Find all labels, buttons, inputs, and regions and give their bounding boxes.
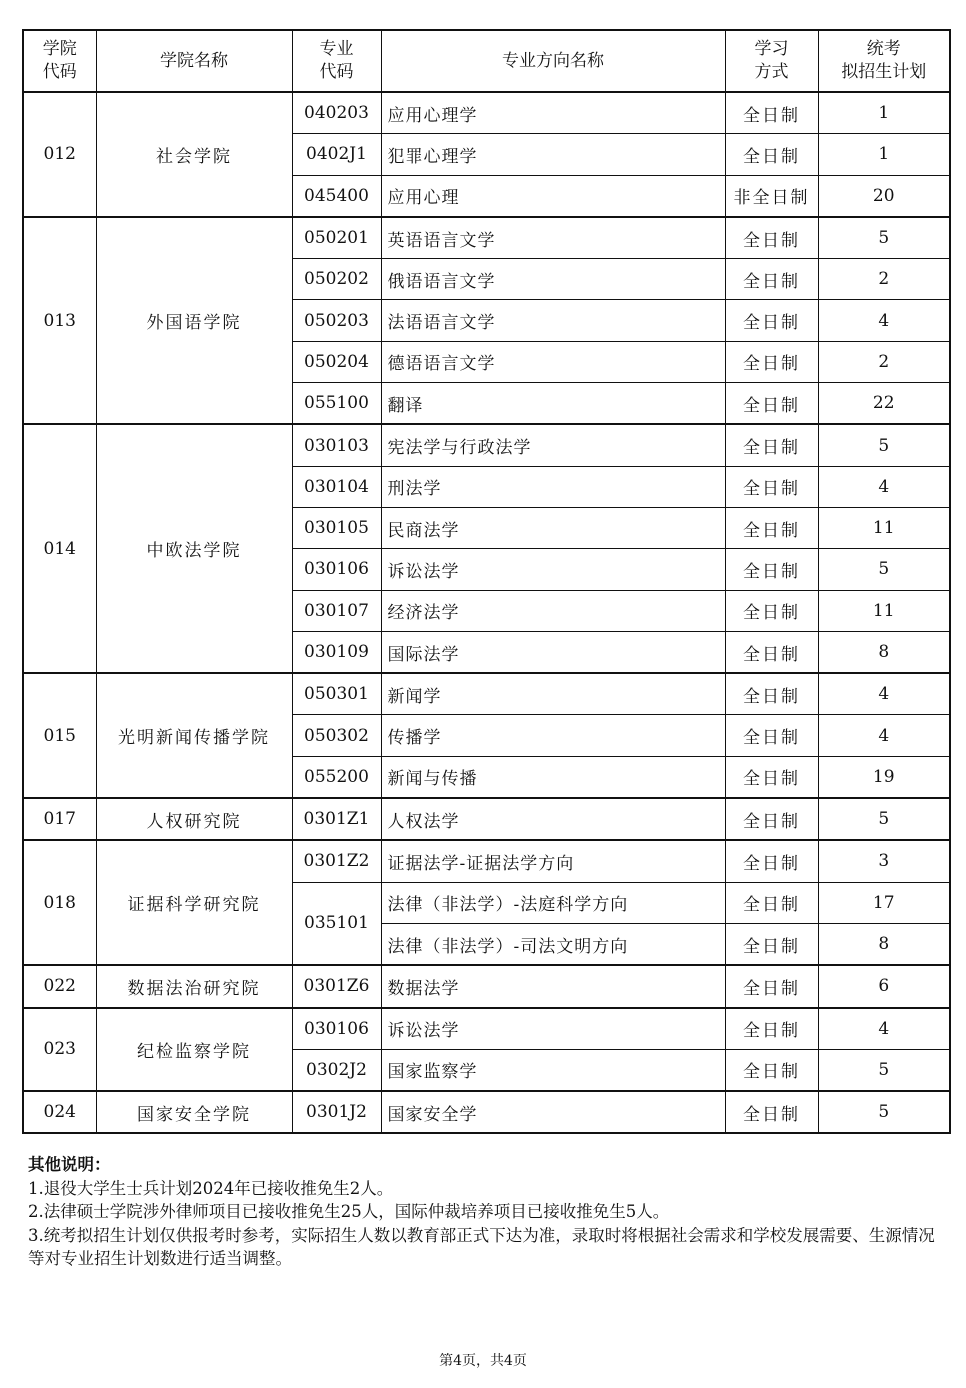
plan-count-cell: 17 (818, 882, 950, 923)
table-row (23, 1091, 950, 1133)
study-mode-cell: 全日制 (725, 1008, 818, 1050)
page-footer: 第4页，共4页 (439, 1353, 527, 1369)
study-mode-cell: 全日制 (725, 840, 818, 882)
study-mode-cell: 全日制 (725, 259, 818, 300)
study-mode-cell: 全日制 (725, 92, 818, 134)
plan-count-cell: 20 (818, 175, 950, 217)
study-mode-cell: 全日制 (725, 965, 818, 1007)
plan-count-cell: 22 (818, 383, 950, 425)
direction-name-cell: 证据法学-证据法学方向 (381, 840, 725, 882)
study-mode-cell: 全日制 (725, 383, 818, 425)
direction-name-cell: 英语语言文学 (381, 217, 725, 259)
table-row (23, 798, 950, 840)
college-name-cell: 中欧法学院 (96, 424, 292, 673)
study-mode-cell: 全日制 (725, 673, 818, 715)
study-mode-cell: 全日制 (725, 715, 818, 756)
plan-count-cell: 5 (818, 549, 950, 590)
study-mode-cell: 全日制 (725, 756, 818, 798)
header-college-code: 学院 代码 (23, 30, 96, 92)
plan-count-cell: 2 (818, 259, 950, 300)
plan-count-cell: 5 (818, 798, 950, 840)
direction-name-cell: 德语语言文学 (381, 341, 725, 382)
major-code-cell: 045400 (292, 175, 381, 217)
study-mode-cell: 全日制 (725, 1091, 818, 1133)
college-code-cell: 018 (23, 840, 96, 965)
header-major-code: 专业 代码 (292, 30, 381, 92)
direction-name-cell: 法律（非法学）-法庭科学方向 (381, 882, 725, 923)
study-mode-cell: 全日制 (725, 549, 818, 590)
plan-count-cell: 5 (818, 1049, 950, 1091)
direction-name-cell: 诉讼法学 (381, 1008, 725, 1050)
major-code-cell: 050204 (292, 341, 381, 382)
plan-count-cell: 4 (818, 715, 950, 756)
direction-name-cell: 应用心理 (381, 175, 725, 217)
plan-count-cell: 3 (818, 840, 950, 882)
study-mode-cell: 非全日制 (725, 175, 818, 217)
direction-name-cell: 法律（非法学）-司法文明方向 (381, 923, 725, 965)
table-row (23, 840, 950, 882)
college-name-cell: 证据科学研究院 (96, 840, 292, 965)
study-mode-cell: 全日制 (725, 300, 818, 341)
table-header-row (23, 30, 950, 92)
table-row (23, 424, 950, 466)
notes-section (28, 1153, 938, 1271)
major-code-cell: 055100 (292, 383, 381, 425)
study-mode-cell: 全日制 (725, 590, 818, 631)
direction-name-cell: 宪法学与行政法学 (381, 424, 725, 466)
plan-count-cell: 2 (818, 341, 950, 382)
college-name-cell: 国家安全学院 (96, 1091, 292, 1133)
note-item: 3.统考拟招生计划仅供报考时参考，实际招生人数以教育部正式下达为准，录取时将根据社会需求和学校发展需要、生源情况等对专业招生计划数进行适当调整。 (28, 1225, 935, 1268)
direction-name-cell: 数据法学 (381, 965, 725, 1007)
direction-name-cell: 国家安全学 (381, 1091, 725, 1133)
college-name-cell: 外国语学院 (96, 217, 292, 424)
major-code-cell: 0301Z1 (292, 798, 381, 840)
note-item: 1.退役大学生士兵计划2024年已接收推免生2人。 (28, 1178, 394, 1198)
study-mode-cell: 全日制 (725, 217, 818, 259)
plan-count-cell: 4 (818, 673, 950, 715)
enrollment-plan-table (22, 29, 951, 1134)
major-code-cell: 050201 (292, 217, 381, 259)
notes-title: 其他说明： (28, 1155, 111, 1174)
direction-name-cell: 俄语语言文学 (381, 259, 725, 300)
major-code-cell: 0302J2 (292, 1049, 381, 1091)
plan-count-cell: 5 (818, 1091, 950, 1133)
major-code-cell: 0301J2 (292, 1091, 381, 1133)
study-mode-cell: 全日制 (725, 1049, 818, 1091)
header-plan-count: 统考 拟招生计划 (818, 30, 950, 92)
study-mode-cell: 全日制 (725, 507, 818, 548)
major-code-cell: 030104 (292, 466, 381, 507)
plan-count-cell: 11 (818, 590, 950, 631)
header-direction-name: 专业方向名称 (381, 30, 725, 92)
plan-count-cell: 8 (818, 923, 950, 965)
major-code-cell: 030106 (292, 549, 381, 590)
plan-count-cell: 1 (818, 134, 950, 175)
direction-name-cell: 新闻与传播 (381, 756, 725, 798)
major-code-cell: 030107 (292, 590, 381, 631)
study-mode-cell: 全日制 (725, 923, 818, 965)
plan-count-cell: 1 (818, 92, 950, 134)
major-code-cell: 040203 (292, 92, 381, 134)
major-code-cell: 050203 (292, 300, 381, 341)
direction-name-cell: 应用心理学 (381, 92, 725, 134)
plan-count-cell: 11 (818, 507, 950, 548)
college-name-cell: 社会学院 (96, 92, 292, 217)
study-mode-cell: 全日制 (725, 424, 818, 466)
college-name-cell: 光明新闻传播学院 (96, 673, 292, 798)
direction-name-cell: 人权法学 (381, 798, 725, 840)
table-row (23, 1008, 950, 1050)
table-row (23, 965, 950, 1007)
college-code-cell: 013 (23, 217, 96, 424)
major-code-cell: 030105 (292, 507, 381, 548)
table-row (23, 217, 950, 259)
college-code-cell: 015 (23, 673, 96, 798)
plan-count-cell: 8 (818, 631, 950, 673)
header-study-mode: 学习 方式 (725, 30, 818, 92)
direction-name-cell: 新闻学 (381, 673, 725, 715)
college-code-cell: 017 (23, 798, 96, 840)
study-mode-cell: 全日制 (725, 341, 818, 382)
major-code-cell: 050301 (292, 673, 381, 715)
college-name-cell: 纪检监察学院 (96, 1008, 292, 1092)
major-code-cell: 0301Z6 (292, 965, 381, 1007)
major-code-cell: 030106 (292, 1008, 381, 1050)
major-code-cell: 035101 (292, 882, 381, 965)
direction-name-cell: 法语语言文学 (381, 300, 725, 341)
college-name-cell: 人权研究院 (96, 798, 292, 840)
direction-name-cell: 民商法学 (381, 507, 725, 548)
college-code-cell: 012 (23, 92, 96, 217)
table-row (23, 92, 950, 134)
direction-name-cell: 刑法学 (381, 466, 725, 507)
plan-count-cell: 4 (818, 1008, 950, 1050)
direction-name-cell: 翻译 (381, 383, 725, 425)
plan-count-cell: 5 (818, 424, 950, 466)
plan-count-cell: 6 (818, 965, 950, 1007)
college-code-cell: 024 (23, 1091, 96, 1133)
major-code-cell: 030109 (292, 631, 381, 673)
direction-name-cell: 国际法学 (381, 631, 725, 673)
study-mode-cell: 全日制 (725, 466, 818, 507)
college-code-cell: 022 (23, 965, 96, 1007)
plan-count-cell: 4 (818, 300, 950, 341)
direction-name-cell: 犯罪心理学 (381, 134, 725, 175)
plan-count-cell: 19 (818, 756, 950, 798)
major-code-cell: 050202 (292, 259, 381, 300)
note-item: 2.法律硕士学院涉外律师项目已接收推免生25人，国际仲裁培养项目已接收推免生5人。 (28, 1202, 670, 1221)
college-name-cell: 数据法治研究院 (96, 965, 292, 1007)
college-code-cell: 023 (23, 1008, 96, 1092)
direction-name-cell: 国家监察学 (381, 1049, 725, 1091)
plan-count-cell: 5 (818, 217, 950, 259)
direction-name-cell: 传播学 (381, 715, 725, 756)
study-mode-cell: 全日制 (725, 631, 818, 673)
major-code-cell: 0402J1 (292, 134, 381, 175)
major-code-cell: 0301Z2 (292, 840, 381, 882)
study-mode-cell: 全日制 (725, 798, 818, 840)
header-college-name: 学院名称 (96, 30, 292, 92)
major-code-cell: 050302 (292, 715, 381, 756)
direction-name-cell: 诉讼法学 (381, 549, 725, 590)
table-body (23, 92, 950, 1133)
study-mode-cell: 全日制 (725, 134, 818, 175)
direction-name-cell: 经济法学 (381, 590, 725, 631)
table-row (23, 673, 950, 715)
college-code-cell: 014 (23, 424, 96, 673)
major-code-cell: 055200 (292, 756, 381, 798)
major-code-cell: 030103 (292, 424, 381, 466)
study-mode-cell: 全日制 (725, 882, 818, 923)
plan-count-cell: 4 (818, 466, 950, 507)
